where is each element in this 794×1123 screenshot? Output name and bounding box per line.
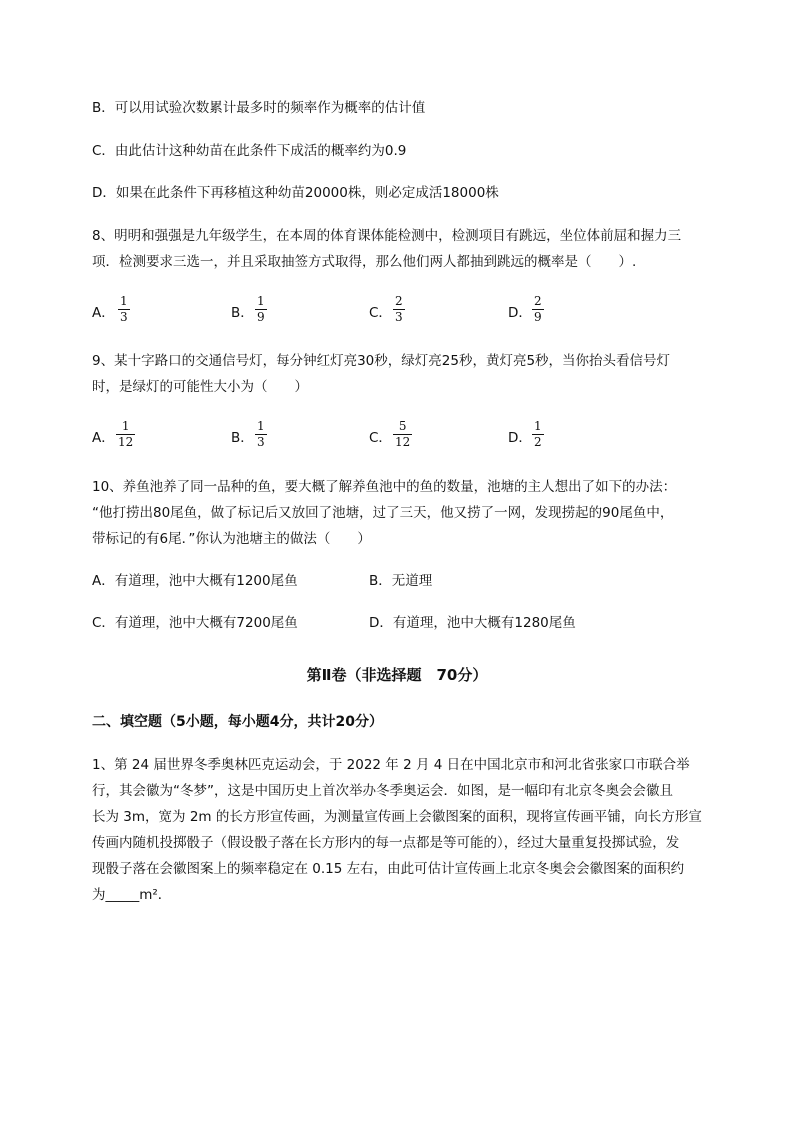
- q9-stem-line1: 9、某十字路口的交通信号灯，每分钟红灯亮30秒，绿灯亮25秒，黄灯亮5秒，当你抬头看信号灯: [92, 353, 671, 369]
- numerator: 1: [120, 294, 128, 308]
- option-label: A．: [92, 430, 115, 446]
- fill1-line1: 1、第 24 届世界冬季奥林匹克运动会，于 2022 年 2 月 4 日在中国北京市和河北省张家口市联合举: [92, 757, 690, 773]
- fraction: [532, 419, 544, 450]
- numerator: 5: [398, 419, 407, 433]
- numerator: 1: [534, 419, 542, 433]
- denominator: 9: [534, 310, 542, 324]
- option-label: D．: [508, 430, 532, 446]
- q10-option-b: B．无道理: [369, 573, 433, 589]
- option-label: D．: [508, 305, 532, 321]
- fill1-line6: 为_____m²．: [92, 887, 172, 903]
- q10-option-c: C．有道理，池中大概有7200尾鱼: [92, 615, 298, 631]
- q8-stem-line1: 8、明明和强强是九年级学生，在本周的体育课体能检测中，检测项目有跳远，坐位体前屈和握力三: [92, 228, 682, 244]
- q7-option-d: D．如果在此条件下再移植这种幼苗20000株，则必定成活18000株: [92, 185, 499, 201]
- numerator: 2: [534, 294, 542, 308]
- numerator: 1: [257, 294, 265, 308]
- denominator: 9: [257, 310, 265, 324]
- fraction: [255, 419, 267, 450]
- q10-stem-line2: “他打捞出80尾鱼，做了标记后又放回了池塘，过了三天，他又捞了一网，发现捞起的90尾鱼中，: [92, 505, 674, 521]
- denominator: 3: [257, 435, 265, 449]
- section-title: 二、填空题（5小题，每小题4分，共计20分）: [92, 714, 383, 730]
- q7-option-b: B．可以用试验次数累计最多时的频率作为概率的估计值: [92, 100, 426, 116]
- option-label: B．: [231, 430, 254, 446]
- fraction: [393, 294, 405, 325]
- q9-stem-line2: 时，是绿灯的可能性大小为（ ）: [92, 379, 308, 395]
- fraction: [532, 294, 544, 325]
- fill1-line4: 传画内随机投掷骰子（假设骰子落在长方形内的每一点都是等可能的），经过大量重复投掷试验，发: [92, 835, 680, 851]
- denominator: 2: [534, 435, 542, 449]
- fraction: [118, 294, 130, 325]
- numerator: 1: [257, 419, 265, 433]
- q10-option-a: A．有道理，池中大概有1200尾鱼: [92, 573, 298, 589]
- fill1-line3: 长为 3m，宽为 2m 的长方形宣传画，为测量宣传画上会徽图案的面积，现将宣传画平铺，向长方形宣: [92, 809, 702, 825]
- option-label: C．: [369, 430, 392, 446]
- q10-stem-line1: 10、养鱼池养了同一品种的鱼，要大概了解养鱼池中的鱼的数量，池塘的主人想出了如下的办法：: [92, 479, 677, 495]
- q8-stem-line2: 项．检测要求三选一，并且采取抽签方式取得，那么他们两人都抽到跳远的概率是（ ）.: [92, 254, 637, 270]
- denominator: 12: [395, 435, 411, 449]
- denominator: 3: [120, 310, 128, 324]
- q10-option-d: D．有道理，池中大概有1280尾鱼: [369, 615, 576, 631]
- fraction: [255, 294, 267, 325]
- q7-option-c: C．由此估计这种幼苗在此条件下成活的概率约为0.9: [92, 143, 407, 159]
- part-2-title: 第Ⅱ卷（非选择题 70分）: [306, 666, 488, 684]
- q10-stem-line3: 带标记的有6尾．”你认为池塘主的做法（ ）: [92, 531, 371, 547]
- numerator: 1: [121, 419, 130, 433]
- fraction: [393, 419, 412, 450]
- denominator: 12: [118, 435, 134, 449]
- option-label: A．: [92, 305, 115, 321]
- fraction: [116, 419, 135, 450]
- option-label: B．: [231, 305, 254, 321]
- denominator: 3: [395, 310, 403, 324]
- numerator: 2: [395, 294, 403, 308]
- fill1-line5: 现骰子落在会徽图案上的频率稳定在 0.15 左右，由此可估计宣传画上北京冬奥会会徽图案的面积约: [92, 861, 685, 877]
- option-label: C．: [369, 305, 392, 321]
- fill1-line2: 行，其会徽为“冬梦”，这是中国历史上首次举办冬季奥运会．如图，是一幅印有北京冬奥会会徽且: [92, 783, 673, 799]
